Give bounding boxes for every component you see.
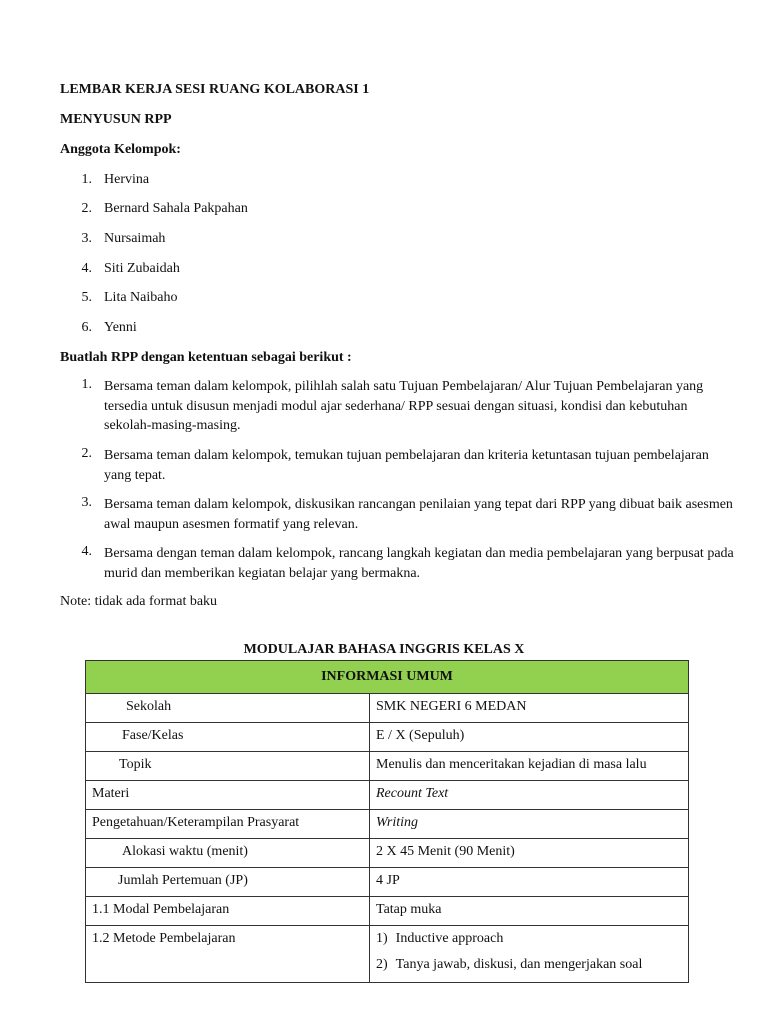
row-label: Fase/Kelas bbox=[86, 723, 370, 752]
list-number: 5. bbox=[81, 290, 92, 305]
row-label: 1.2 Metode Pembelajaran bbox=[86, 926, 370, 983]
list-number: 4. bbox=[81, 261, 92, 276]
table-row bbox=[86, 781, 689, 810]
method-text: Tanya jawab, diskusi, dan mengerjakan soal bbox=[395, 957, 643, 972]
member-name: Bernard Sahala Pakpahan bbox=[104, 201, 248, 216]
note-text: Note: tidak ada format baku bbox=[60, 594, 218, 609]
members-label: Anggota Kelompok: bbox=[60, 142, 181, 157]
instruction-text: Bersama dengan teman dalam kelompok, rancang langkah kegiatan dan media pembelajaran yang berpusat pada murid dan memberikan kegiatan belajar yang bermakna. bbox=[104, 546, 734, 581]
table-row bbox=[86, 926, 689, 983]
method-number: 2) bbox=[376, 957, 388, 972]
instructions-label: Buatlah RPP dengan ketentuan sebagai berikut : bbox=[60, 350, 352, 365]
table-row bbox=[86, 897, 689, 926]
table-row bbox=[86, 694, 689, 723]
row-label: 1.1 Modal Pembelajaran bbox=[86, 897, 370, 926]
member-name: Siti Zubaidah bbox=[104, 261, 180, 276]
row-value: E / X (Sepuluh) bbox=[370, 723, 689, 752]
row-value: Recount Text bbox=[370, 781, 689, 810]
method-item bbox=[376, 954, 682, 976]
table-header: INFORMASI UMUM bbox=[86, 661, 689, 694]
row-value: SMK NEGERI 6 MEDAN bbox=[370, 694, 689, 723]
list-number: 2. bbox=[81, 201, 92, 216]
member-name: Yenni bbox=[104, 320, 137, 335]
instruction-text: Bersama teman dalam kelompok, diskusikan rancangan penilaian yang tepat dari RPP yang dibuat baik asesmen awal maupun asesmen formatif yang relevan. bbox=[104, 497, 733, 532]
row-label: Topik bbox=[86, 752, 370, 781]
table-row bbox=[86, 868, 689, 897]
general-info-table bbox=[85, 660, 689, 983]
row-label: Sekolah bbox=[86, 694, 370, 723]
list-number: 6. bbox=[81, 320, 92, 335]
table-row bbox=[86, 839, 689, 868]
table-row bbox=[86, 752, 689, 781]
row-label: Jumlah Pertemuan (JP) bbox=[86, 868, 370, 897]
list-number: 3. bbox=[81, 495, 92, 510]
worksheet-subtitle: MENYUSUN RPP bbox=[60, 112, 172, 127]
row-value: 4 JP bbox=[370, 868, 689, 897]
instruction-text: Bersama teman dalam kelompok, temukan tujuan pembelajaran dan kriteria ketuntasan tujuan pembelajaran yang tepat. bbox=[104, 448, 709, 483]
member-name: Hervina bbox=[104, 172, 150, 187]
list-number: 1. bbox=[81, 377, 92, 392]
row-label: Alokasi waktu (menit) bbox=[86, 839, 370, 868]
row-label: Pengetahuan/Keterampilan Prasyarat bbox=[86, 810, 370, 839]
row-value: Writing bbox=[370, 810, 689, 839]
method-item bbox=[376, 928, 682, 950]
instruction-text: Bersama teman dalam kelompok, pilihlah salah satu Tujuan Pembelajaran/ Alur Tujuan Pembelajaran yang tersedia untuk disusun menjadi modul ajar sederhana/ RPP sesuai dengan situasi, kondisi dan kebutuhan sekolah-masing-masing. bbox=[104, 379, 704, 433]
method-text: Inductive approach bbox=[395, 931, 504, 946]
table-row bbox=[86, 810, 689, 839]
member-name: Lita Naibaho bbox=[104, 290, 178, 305]
row-value bbox=[370, 926, 689, 983]
module-title: MODULAJAR BAHASA INGGRIS KELAS X bbox=[243, 642, 525, 657]
member-name: Nursaimah bbox=[104, 231, 166, 246]
list-number: 2. bbox=[81, 446, 92, 461]
table-row bbox=[86, 723, 689, 752]
row-label: Materi bbox=[86, 781, 370, 810]
method-number: 1) bbox=[376, 931, 388, 946]
row-value: Menulis dan menceritakan kejadian di masa lalu bbox=[370, 752, 689, 781]
list-number: 3. bbox=[81, 231, 92, 246]
table-header-row bbox=[86, 661, 689, 694]
worksheet-title: LEMBAR KERJA SESI RUANG KOLABORASI 1 bbox=[60, 82, 370, 97]
list-number: 4. bbox=[81, 544, 92, 559]
row-value: 2 X 45 Menit (90 Menit) bbox=[370, 839, 689, 868]
row-value: Tatap muka bbox=[370, 897, 689, 926]
list-number: 1. bbox=[81, 172, 92, 187]
